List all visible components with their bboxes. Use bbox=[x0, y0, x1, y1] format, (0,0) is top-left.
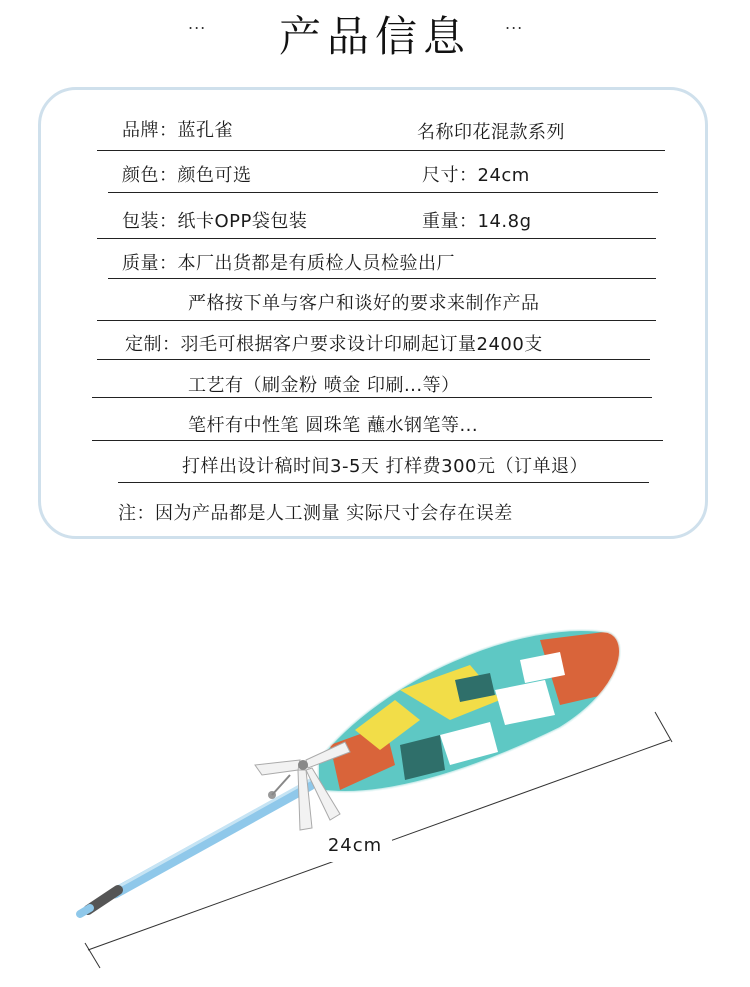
custom-text: 定制：羽毛可根据客户要求设计印刷起订量2400支 bbox=[125, 334, 543, 355]
quality-text-continued: 严格按下单与客户和谈好的要求来制作产品 bbox=[188, 293, 540, 314]
printed-feather bbox=[318, 630, 625, 792]
header-dots-left: ... bbox=[188, 14, 207, 33]
page-title: 产品信息 bbox=[278, 12, 471, 61]
weight-text: 重量：14.8g bbox=[422, 211, 532, 232]
divider bbox=[97, 320, 656, 321]
name-text: 名称印花混款系列 bbox=[417, 122, 565, 143]
pen-barrel bbox=[80, 780, 310, 914]
packaging-text: 包装：纸卡OPP袋包装 bbox=[122, 211, 308, 232]
divider bbox=[108, 278, 656, 279]
custom-sample-text: 打样出设计稿时间3-5天 打样费300元（订单退） bbox=[182, 456, 588, 477]
dimension-label: 24cm bbox=[327, 835, 383, 856]
custom-pen-text: 笔杆有中性笔 圆珠笔 蘸水钢笔等... bbox=[188, 415, 479, 436]
divider bbox=[108, 192, 658, 193]
divider bbox=[118, 482, 649, 483]
divider bbox=[92, 397, 652, 398]
divider bbox=[92, 440, 663, 441]
custom-process-text: 工艺有（刷金粉 喷金 印刷...等） bbox=[188, 375, 460, 396]
header-dots-right: ... bbox=[505, 14, 524, 33]
divider bbox=[97, 238, 656, 239]
brand-text: 品牌：蓝孔雀 bbox=[122, 120, 233, 141]
note-text: 注：因为产品都是人工测量 实际尺寸会存在误差 bbox=[118, 503, 513, 524]
product-photo bbox=[0, 560, 750, 987]
size-text: 尺寸：24cm bbox=[422, 165, 530, 186]
divider bbox=[97, 150, 665, 151]
color-text: 颜色：颜色可选 bbox=[122, 165, 252, 186]
quality-text: 质量：本厂出货都是有质检人员检验出厂 bbox=[122, 253, 455, 274]
divider bbox=[97, 359, 650, 360]
